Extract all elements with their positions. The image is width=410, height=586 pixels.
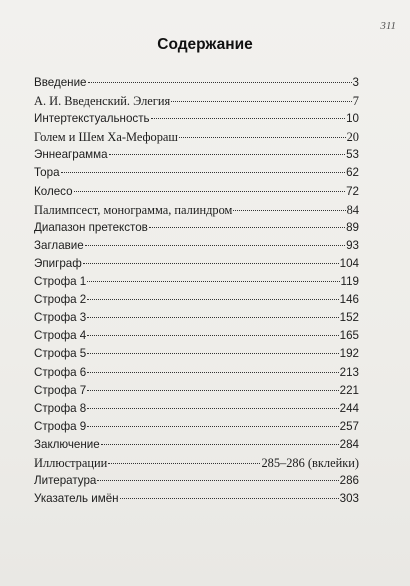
toc-leader-dots [179, 137, 346, 138]
toc-entry [34, 201, 359, 219]
toc-entry-page: 62 [346, 166, 359, 180]
toc-leader-dots [88, 82, 352, 83]
toc-entry [34, 400, 359, 418]
toc-entry-page: 244 [339, 401, 359, 415]
toc-entry [34, 418, 359, 436]
toc-leader-dots [151, 118, 346, 119]
toc-entry [34, 327, 359, 345]
toc-entry-label: Строфа 6 [34, 365, 87, 379]
toc-leader-dots [87, 353, 338, 354]
toc-entry [34, 128, 359, 146]
toc-entry-label: Колесо [34, 184, 73, 198]
toc-entry-page: 7 [352, 94, 359, 109]
toc-entry-label: Заглавие [34, 238, 84, 252]
toc-leader-dots [87, 281, 339, 282]
toc-entry [34, 255, 359, 273]
toc-entry [34, 183, 359, 201]
toc-leader-dots [87, 390, 338, 391]
toc-entry-page: 3 [352, 76, 359, 89]
page-number: 311 [380, 20, 396, 32]
toc-entry [34, 146, 359, 164]
toc-entry-page: 146 [339, 293, 359, 307]
toc-entry [34, 436, 359, 454]
toc-entry-label: Заключение [34, 437, 100, 451]
toc-entry-page: 257 [339, 419, 359, 433]
toc-leader-dots [83, 263, 339, 264]
toc-leader-dots [120, 498, 339, 499]
toc-entry-page: 104 [339, 256, 359, 270]
toc-entry-label: Строфа 4 [34, 329, 87, 343]
toc-leader-dots [171, 101, 352, 102]
toc-entry-label: Строфа 9 [34, 419, 87, 433]
toc-entry-label: Строфа 7 [34, 383, 87, 397]
toc-entry-label: Эпиграф [34, 256, 82, 270]
toc-entry-label: Строфа 1 [34, 275, 87, 289]
toc-entry-label: Указатель имён [34, 492, 119, 506]
toc-entry [34, 164, 359, 182]
toc-entry-page: 72 [346, 184, 359, 198]
table-of-contents [34, 74, 359, 508]
toc-entry-page: 20 [346, 130, 359, 145]
toc-entry [34, 364, 359, 382]
toc-entry [34, 74, 359, 92]
toc-leader-dots [233, 210, 345, 211]
toc-entry-page: 213 [339, 365, 359, 379]
toc-leader-dots [85, 245, 345, 246]
toc-entry [34, 490, 359, 508]
toc-entry-label: Интертекстуальность [34, 112, 150, 126]
toc-entry-page: 303 [339, 492, 359, 506]
toc-leader-dots [149, 227, 345, 228]
toc-entry [34, 345, 359, 363]
toc-entry-page: 284 [339, 437, 359, 451]
toc-entry [34, 454, 359, 472]
toc-entry-page: 286 [339, 474, 359, 488]
toc-entry-page: 10 [346, 112, 359, 126]
toc-entry-page: 152 [339, 311, 359, 325]
toc-leader-dots [61, 172, 346, 173]
toc-entry-label: А. И. Введенский. Элегия [34, 94, 171, 109]
toc-entry-page: 285–286 (вклейки) [261, 455, 359, 470]
toc-leader-dots [101, 444, 339, 445]
toc-entry-label: Голем и Шем Ха-Мефораш [34, 130, 178, 145]
toc-entry-label: Эннеаграмма [34, 148, 108, 162]
toc-leader-dots [108, 463, 260, 464]
toc-entry [34, 309, 359, 327]
toc-leader-dots [87, 426, 338, 427]
toc-entry [34, 237, 359, 255]
toc-entry-label: Введение [34, 76, 87, 89]
toc-entry-label: Диапазон претекстов [34, 220, 148, 234]
toc-entry-page: 192 [339, 347, 359, 361]
toc-leader-dots [87, 317, 338, 318]
toc-entry [34, 291, 359, 309]
toc-leader-dots [87, 372, 338, 373]
toc-entry [34, 92, 359, 110]
toc-leader-dots [87, 408, 338, 409]
toc-entry-page: 53 [346, 148, 359, 162]
toc-entry [34, 382, 359, 400]
toc-entry-label: Тора [34, 166, 60, 180]
page-title: Содержание [157, 36, 253, 53]
toc-entry-page: 84 [346, 202, 359, 217]
toc-entry-label: Строфа 3 [34, 311, 87, 325]
toc-entry-label: Строфа 5 [34, 347, 87, 361]
toc-entry [34, 219, 359, 237]
toc-entry-label: Литература [34, 474, 97, 488]
toc-leader-dots [87, 335, 338, 336]
toc-entry-label: Иллюстрации [34, 455, 108, 470]
toc-entry-page: 165 [339, 329, 359, 343]
toc-entry-page: 89 [346, 220, 359, 234]
toc-leader-dots [74, 191, 346, 192]
toc-entry-label: Строфа 2 [34, 293, 87, 307]
toc-entry-page: 93 [346, 238, 359, 252]
toc-entry [34, 110, 359, 128]
toc-entry-label: Палимпсест, монограмма, палиндром [34, 202, 233, 217]
toc-leader-dots [87, 299, 338, 300]
toc-entry [34, 273, 359, 291]
toc-leader-dots [109, 154, 346, 155]
toc-entry-label: Строфа 8 [34, 401, 87, 415]
toc-entry [34, 472, 359, 490]
toc-entry-page: 119 [340, 275, 359, 289]
toc-leader-dots [97, 480, 338, 481]
toc-entry-page: 221 [339, 383, 359, 397]
